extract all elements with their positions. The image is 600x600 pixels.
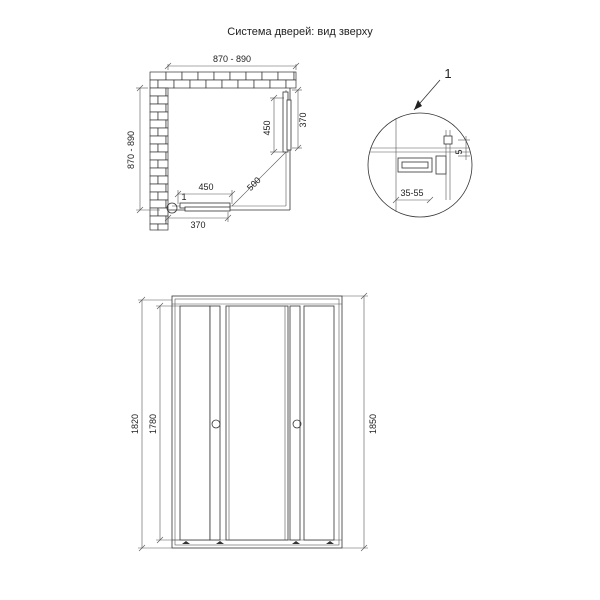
brick [166,184,168,192]
dimension-door-opening-right [292,87,308,151]
brick [158,176,168,184]
brick [158,128,168,136]
callout-number: 1 [444,66,452,81]
brick [166,168,168,176]
brick [254,80,270,88]
brick [262,72,278,80]
brick [150,120,166,128]
brick [166,136,168,144]
depth-dim-label: 870 - 890 [126,130,136,170]
brick [150,152,166,160]
dimension-door-width-right [262,95,284,155]
brick [150,80,158,88]
brick [158,144,168,152]
brick [198,72,214,80]
door-width-bottom-label: 450 [198,182,214,192]
brick [158,96,168,104]
brick [166,152,168,160]
brick [294,72,296,80]
brick [166,104,168,112]
brick [158,224,168,230]
door-opening-bottom-label: 370 [190,220,206,230]
right-door [290,306,300,540]
brick [166,88,168,96]
brick [150,96,158,104]
brick [150,208,158,216]
detail-view [368,66,472,217]
brick [150,184,166,192]
brick [150,72,166,80]
drawing-title: Система дверей: вид зверху [227,26,373,38]
dimension-door-opening-bottom [165,212,231,230]
gap-dim-label: 5 [454,149,464,155]
brick [278,72,294,80]
brick [222,80,238,88]
brick [158,160,168,168]
brick [158,112,168,120]
frame-height-label: 1820 [130,413,140,435]
diagonal-label: 500 [245,175,263,193]
brick [246,72,262,80]
brick [150,224,158,230]
brick [150,112,158,120]
brick [166,72,182,80]
brick [174,80,190,88]
center-panel [226,306,288,540]
brick [150,128,158,136]
brick [150,168,166,176]
brick [150,144,158,152]
brick [214,72,230,80]
brick [150,176,158,184]
brick [206,80,222,88]
brick [238,80,254,88]
brick [182,72,198,80]
brick [150,192,158,200]
front-view [130,293,378,551]
door-width-right-label: 450 [262,120,272,136]
brick [150,104,166,112]
brick [230,72,246,80]
door-height-label: 1780 [148,413,158,435]
brick [190,80,206,88]
brick [286,80,296,88]
left-fixed-panel [180,306,210,540]
callout-arrow-icon [414,100,422,110]
total-height-label: 1850 [368,413,378,435]
right-fixed-panel [304,306,334,540]
dimension-profile [393,188,433,203]
top-view-marker: 1 [181,192,187,202]
brick [150,200,166,208]
brick [150,160,158,168]
brick [158,208,168,216]
brick [158,80,174,88]
brick [166,120,168,128]
top-view [126,54,308,230]
dimension-width [165,54,299,70]
brick [150,216,166,224]
left-door [210,306,220,540]
brick [270,80,286,88]
door-opening-right-label: 370 [298,112,308,128]
dimension-total-height [342,293,378,551]
profile-dim-label: 35-55 [400,188,424,198]
brick [158,192,168,200]
brick [150,88,166,96]
brick [150,136,166,144]
width-dim-label: 870 - 890 [212,54,252,64]
